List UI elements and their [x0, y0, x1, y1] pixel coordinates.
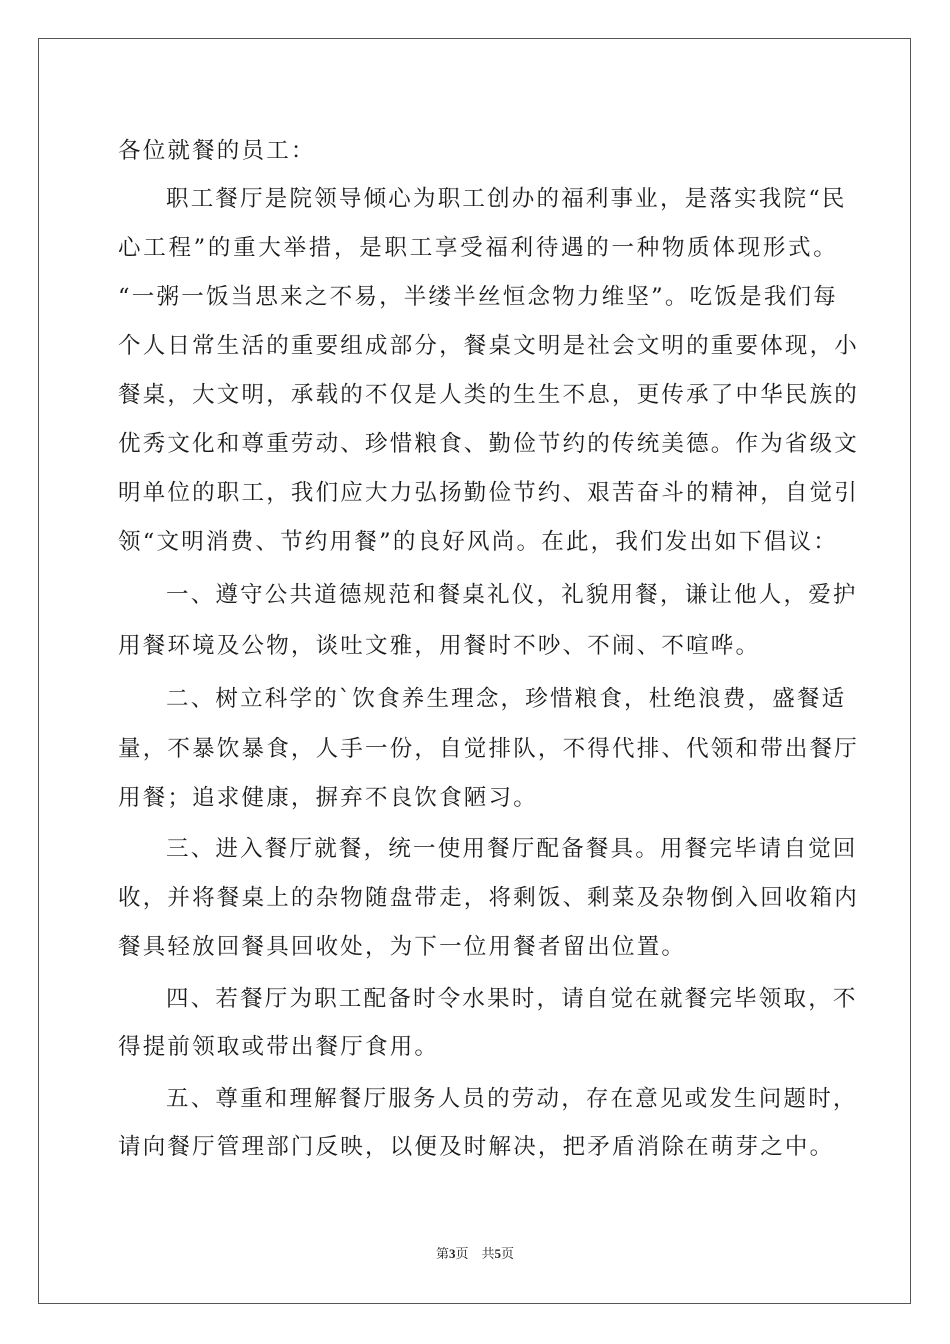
item-1-line-2: 用餐环境及公物，谈吐文雅，用餐时不吵、不闹、不喧哗。: [118, 633, 761, 659]
page-current: 3: [448, 1246, 456, 1261]
body-line-5: 餐桌，大文明，承载的不仅是人类的生生不息，更传承了中华民族的: [118, 382, 860, 408]
item-3-line-3: 餐具轻放回餐具回收处，为下一位用餐者留出位置。: [118, 934, 687, 960]
body-line-2: 心工程”的重大举措，是职工享受福利待遇的一种物质体现形式。: [118, 235, 838, 261]
salutation: 各位就餐的员工：: [118, 138, 316, 164]
item-5-line-1: 五、尊重和理解餐厅服务人员的劳动，存在意见或发生问题时，: [166, 1086, 858, 1112]
page-suffix: 页: [501, 1246, 515, 1261]
item-2-line-1: 二、树立科学的`饮食养生理念，珍惜粮食，杜绝浪费，盛餐适: [166, 686, 847, 712]
item-4-line-2: 得提前领取或带出餐厅食用。: [118, 1034, 440, 1060]
body-line-7: 明单位的职工，我们应大力弘扬勤俭节约、艰苦奋斗的精神，自觉引: [118, 480, 860, 506]
body-line-1: 职工餐厅是院领导倾心为职工创办的福利事业，是落实我院“民: [166, 186, 847, 212]
body-line-6: 优秀文化和尊重劳动、珍惜粮食、勤俭节约的传统美德。作为省级文: [118, 431, 860, 457]
page-mid: 页 共: [455, 1246, 495, 1261]
body-line-4: 个人日常生活的重要组成部分，餐桌文明是社会文明的重要体现，小: [118, 333, 860, 359]
page-border: [38, 38, 911, 1304]
item-4-line-1: 四、若餐厅为职工配备时令水果时，请自觉在就餐完毕领取，不: [166, 986, 858, 1012]
body-line-8: 领“文明消费、节约用餐”的良好风尚。在此，我们发出如下倡议：: [118, 529, 838, 555]
page-total: 5: [494, 1246, 501, 1261]
body-line-3: “一粥一饭当思来之不易，半缕半丝恒念物力维坚”。吃饭是我们每: [118, 284, 838, 310]
item-3-line-2: 收，并将餐桌上的杂物随盘带走，将剩饭、剩菜及杂物倒入回收箱内: [118, 885, 860, 911]
item-3-line-1: 三、进入餐厅就餐，统一使用餐厅配备餐具。用餐完毕请自觉回: [166, 836, 858, 862]
item-1-line-1: 一、遵守公共道德规范和餐桌礼仪，礼貌用餐，谦让他人，爱护: [166, 582, 858, 608]
item-2-line-2: 量，不暴饮暴食，人手一份，自觉排队，不得代排、代领和带出餐厅: [118, 736, 860, 762]
item-2-line-3: 用餐；追求健康，摒弃不良饮食陋习。: [118, 785, 538, 811]
page-number: [0, 1246, 950, 1262]
item-5-line-2: 请向餐厅管理部门反映，以便及时解决，把矛盾消除在萌芽之中。: [118, 1134, 835, 1160]
page-prefix: 第: [435, 1246, 449, 1261]
